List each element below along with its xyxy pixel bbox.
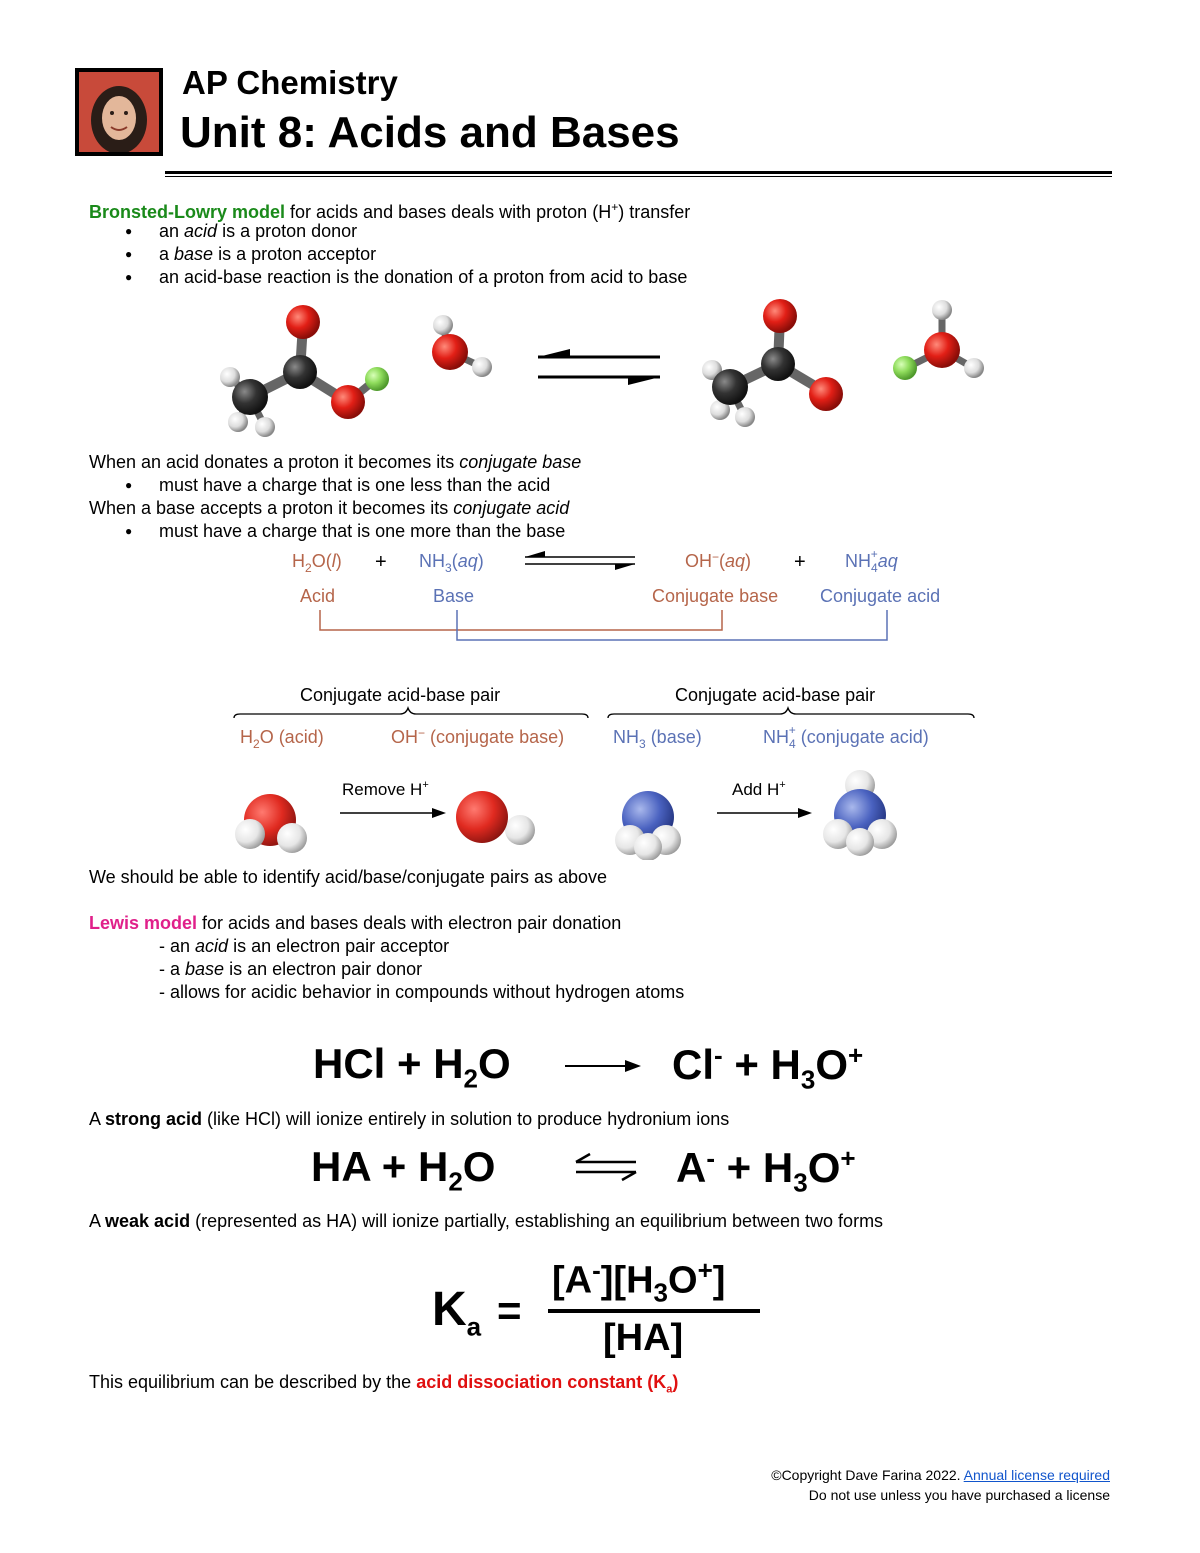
strong-acid-equation-left: HCl + $H_2O$ — [313, 1040, 511, 1094]
conjugate-acid-line: When a base accepts a proton it becomes its conjugate acid — [89, 498, 570, 518]
lewis-item: - allows for acidic behavior in compounds without hydrogen atoms — [159, 982, 685, 1002]
pair-ammonia-base: $NH_3$ (base) — [613, 727, 702, 751]
bronsted-intro: Bronsted-Lowry model for acids and bases deals with proton (H+) transfer — [89, 200, 691, 222]
ammonia-space-fill-model — [615, 791, 681, 860]
author-avatar — [75, 68, 163, 156]
acid-conjugate-base-bracket — [320, 610, 722, 630]
ka-description: This equilibrium can be described by the acid dissociation constant $(K_a)$ — [89, 1372, 679, 1396]
weak-acid-equilibrium-arrow — [572, 1152, 642, 1182]
acetic-acid-water-reaction-illustration — [200, 292, 1000, 442]
pair-ammonium-conjugate-acid: $NH_4+$ (conjugate acid) — [763, 723, 929, 751]
weak-acid-equation-left: HA + $H_2O$ — [311, 1143, 496, 1197]
pair-heading-left: Conjugate acid-base pair — [300, 685, 501, 705]
unit-title: Unit 8: Acids and Bases — [180, 108, 680, 157]
eq-plus: + — [794, 551, 806, 573]
remove-h-arrow — [340, 808, 446, 818]
conjugate-base-line: When an acid donates a proton it becomes its conjugate base — [89, 452, 582, 472]
ammonium-space-fill-model — [823, 770, 897, 856]
conjugate-base-bullet: ● must have a charge that is one less than the acid — [125, 475, 551, 495]
strong-acid-arrow — [563, 1058, 643, 1074]
acetic-acid-molecule — [220, 305, 389, 437]
eq-ammonia: $NH_3(aq)$ — [419, 551, 484, 575]
acetate-molecule — [702, 299, 843, 427]
base-conjugate-acid-bracket — [457, 610, 887, 640]
ka-equals: = — [497, 1287, 522, 1334]
header-rule — [165, 171, 1112, 174]
lewis-term: Lewis model — [89, 913, 198, 933]
bronsted-bullet: ● a base is a proton acceptor — [125, 244, 377, 264]
pair-hydroxide-conjugate-base: OH− (conjugate base) — [391, 726, 565, 747]
ka-denominator: [HA] — [603, 1317, 684, 1359]
water-molecule — [432, 315, 492, 377]
course-subtitle: AP Chemistry — [182, 64, 398, 101]
conjugate-acid-bullet: ● must have a charge that is one more than the base — [125, 521, 566, 541]
hydroxide-space-fill-model — [456, 791, 535, 845]
copyright-line: ©Copyright Dave Farina 2022. Annual license required — [771, 1467, 1110, 1483]
add-h-arrow — [717, 808, 812, 818]
weak-acid-description: A weak acid (represented as HA) will ionize partially, establishing an equilibrium between two forms — [89, 1211, 884, 1231]
pair-heading-right: Conjugate acid-base pair — [675, 685, 876, 705]
eq-equilibrium-arrow — [525, 551, 635, 570]
add-h-label: Add H+ — [732, 779, 786, 799]
eq-water: $H_2O(l)$ — [292, 551, 342, 575]
license-notice: Do not use unless you have purchased a license — [808, 1487, 1110, 1503]
eq-ammonium: $NH_4+aq$ — [845, 547, 898, 575]
remove-h-label: Remove H+ — [342, 779, 429, 799]
eq-hydroxide: OH−(aq) — [685, 550, 752, 571]
ka-fraction-bar — [548, 1309, 760, 1313]
lewis-intro: Lewis model for acids and bases deals with electron pair donation — [89, 913, 622, 933]
equilibrium-arrow — [538, 349, 660, 385]
conjugate-pair-diagram — [220, 540, 980, 860]
pair-brace-right — [608, 708, 974, 718]
hydronium-molecule — [893, 300, 984, 380]
strong-acid-equation-right: $Cl^- + H_3O^+$ — [672, 1040, 864, 1095]
pair-water-acid: $H_2O$ (acid) — [240, 727, 324, 751]
label-acid: Acid — [300, 586, 336, 606]
ka-symbol: $K_a$ — [432, 1283, 482, 1342]
label-conjugate-acid: Conjugate acid — [820, 586, 941, 606]
bronsted-bullet: ● an acid is a proton donor — [125, 221, 358, 241]
bronsted-bullet: ● an acid-base reaction is the donation of a proton from acid to base — [125, 267, 688, 287]
bronsted-term: Bronsted-Lowry model — [89, 202, 286, 222]
license-link[interactable]: Annual license required — [963, 1467, 1110, 1483]
pair-brace-left — [234, 708, 588, 718]
label-base: Base — [433, 586, 475, 606]
header-rule-thin — [165, 176, 1112, 177]
ka-numerator: $[A^-][H_3O^+]$ — [552, 1255, 726, 1308]
eq-plus: + — [375, 551, 387, 573]
lewis-item: - a base is an electron pair donor — [159, 959, 423, 979]
weak-acid-equation-right: $A^- + H_3O^+$ — [676, 1143, 856, 1198]
label-conjugate-base: Conjugate base — [652, 586, 779, 606]
lewis-item: - an acid is an electron pair acceptor — [159, 936, 450, 956]
identify-pairs-line: We should be able to identify acid/base/conjugate pairs as above — [89, 867, 608, 887]
water-space-fill-model — [235, 794, 307, 853]
strong-acid-description: A strong acid (like HCl) will ionize entirely in solution to produce hydronium ions — [89, 1109, 730, 1129]
